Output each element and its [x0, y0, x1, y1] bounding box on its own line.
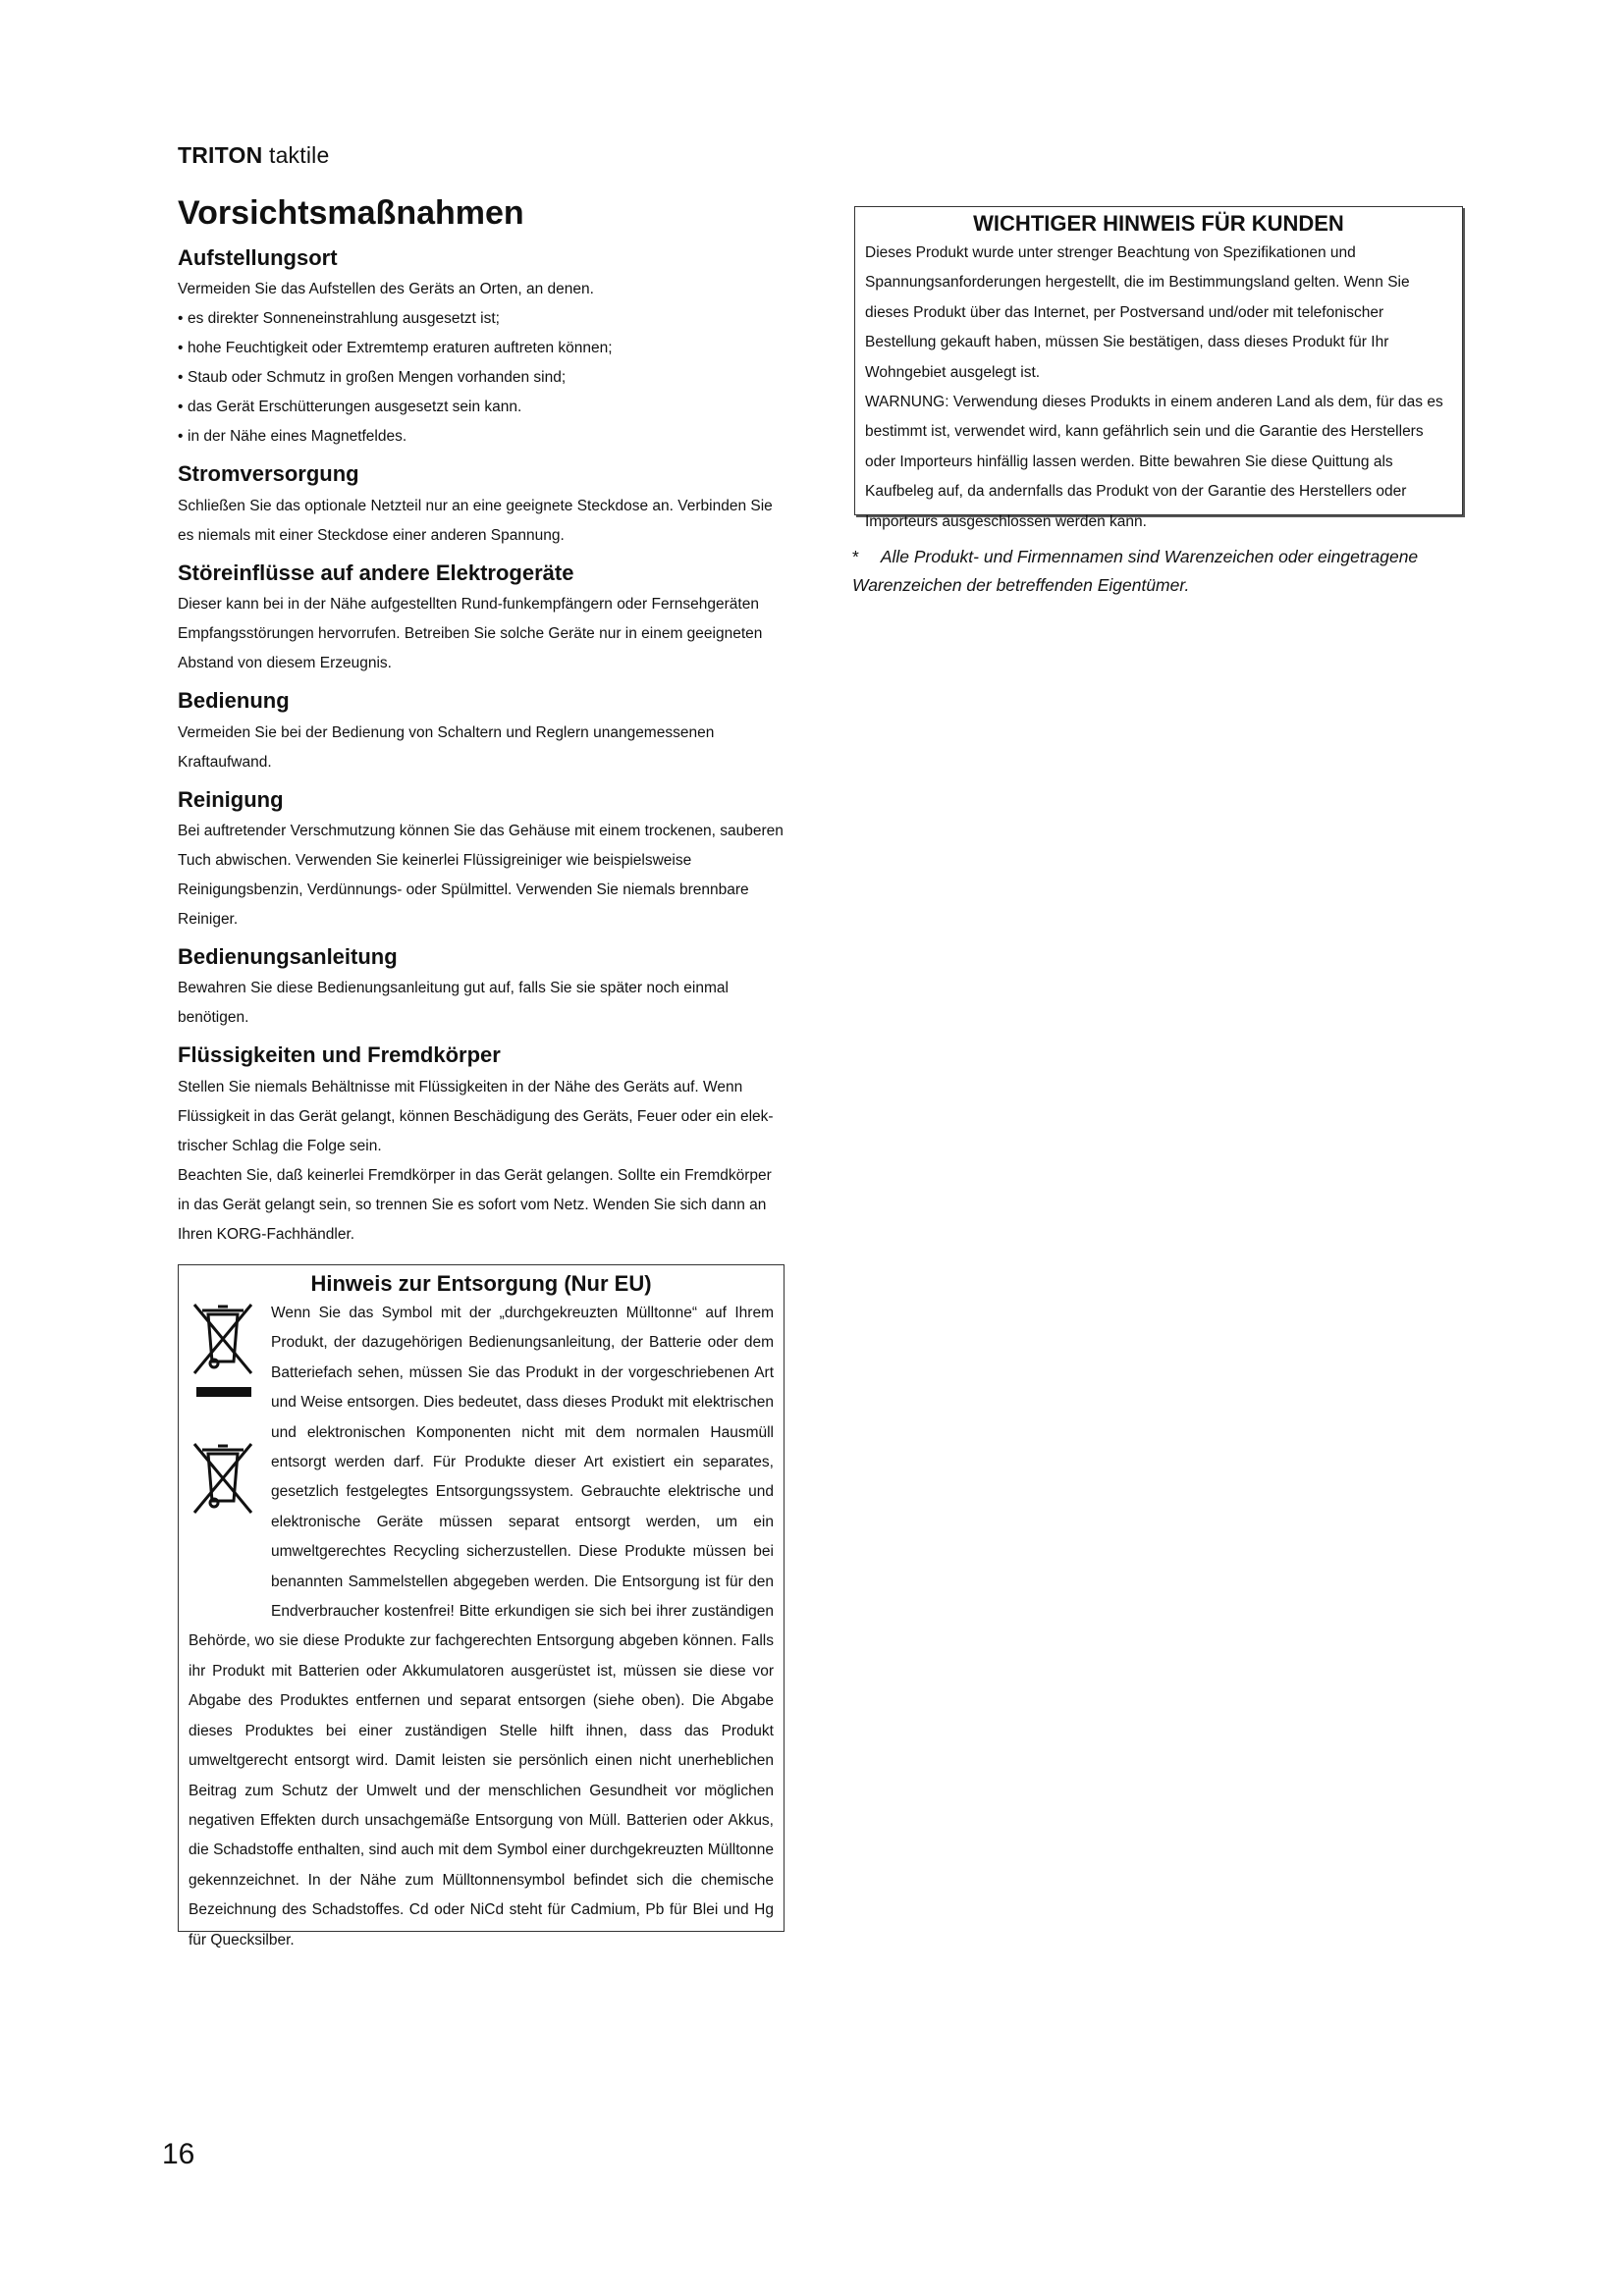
section-heading: Bedienungsanleitung: [178, 943, 398, 969]
customer-notice-box: [854, 206, 1463, 530]
precautions-column: [178, 245, 786, 1259]
section-text: Dieser kann bei in der Nähe aufgestellten Rund-funkempfängern oder Fernsehgeräten Empfangsstörungen hervorrufen. Betreiben Sie solche Geräte nur in einem geeigneten Abstand von diesem Erzeugnis.: [178, 596, 763, 672]
section-heading: Bedienung: [178, 688, 290, 714]
disposal-text: Wenn Sie das Symbol mit der „durchgekreuzten Mülltonne“ auf Ihrem Produkt, der dazugehörigen Bedienungsanleitung, der Batterie oder dem Batteriefach sehen, müssen Sie das Produkt in der vorgeschriebenen Art und Weise entsorgen. Dies bedeutet, dass dieses Produkt mit elektrischen und elektronischen Komponenten nicht mit dem normalen Hausmüll entsorgt werden darf. Für Produkte dieser Art existiert ein separates, gesetzlich festgelegtes Entsorgungssystem. Gebrauchte elektrische und elektronische Geräte müssen separat entsorgt werden, um ein umweltgerechtes Recycling sicherzustellen. Diese Produkte müssen bei benannten Sammelstellen abgegeben werden. Die Entsorgung ist für den Endverbraucher kostenfrei! Bitte erkundigen sie sich bei ihrer zuständigen Behörde, wo sie diese Produkte zur fachgerechten Entsorgung abgeben können. Falls ihr Produkt mit Batterien oder Akkumulatoren ausgerüstet ist, müssen sie diese vor Abgabe des Produktes entfernen und separat entsorgen (siehe oben). Die Abgabe dieses Produktes bei einer zuständigen Stelle hilft ihnen, dass das Produkt umweltgerecht entsorgt wird. Damit leisten sie persönlich einen nicht unerheblichen Beitrag zum Schutz der Umwelt und der menschlichen Gesundheit vor möglichen negativen Effekten durch unsachgemäße Entsorgung von Müll. Batterien oder Akkus, die Schadstoffe enthalten, sind auch mit dem Symbol einer durchgekreuzten Mülltonne gekennzeichnet. In der Nähe zum Mülltonnensymbol befindet sich die chemische Bezeichnung des Schadstoffes. Cd oder NiCd steht für Cadmium, Pb für Blei und Hg für Quecksilber.: [189, 1305, 774, 1949]
page-title: Vorsichtsmaßnahmen: [178, 194, 524, 232]
crossed-out-bin-with-bar-icon: [189, 1303, 257, 1401]
section-reinigung: [178, 787, 786, 934]
section-text: Bei auftretender Verschmutzung können Sie das Gehäuse mit einem trockenen, sauberen Tuch abwischen. Verwenden Sie keinerlei Flüssigreiniger wie beispielsweise Reinigungsbenzin, Verdünnungs- oder Spülmittel. Verwenden Sie niemals brennbare Reiniger.: [178, 822, 784, 928]
section-heading: Stromversorgung: [178, 461, 359, 487]
bullet-item: • das Gerät Erschütterungen ausgesetzt sein kann.: [178, 393, 786, 422]
section-text: Vermeiden Sie bei der Bedienung von Schaltern und Reglern unangemessenen Kraftaufwand.: [178, 723, 715, 771]
section-heading: Aufstellungsort: [178, 245, 338, 270]
section-text: Bewahren Sie diese Bedienungsanleitung gut auf, falls Sie sie später noch einmal benötigen.: [178, 980, 729, 1027]
section-heading: Reinigung: [178, 786, 284, 812]
bullet-list: [178, 304, 786, 452]
bullet-item: • Staub oder Schmutz in großen Mengen vorhanden sind;: [178, 363, 786, 393]
product-name-rest: taktile: [262, 142, 330, 168]
crossed-bin-icons: [189, 1303, 261, 1612]
section-fluessigkeiten: [178, 1042, 786, 1249]
section-intro: Vermeiden Sie das Aufstellen des Geräts an Orten, an denen.: [178, 281, 594, 298]
trademark-footnote: [852, 543, 1481, 600]
bullet-item: • in der Nähe eines Magnetfeldes.: [178, 422, 786, 452]
disposal-title: Hinweis zur Entsorgung (Nur EU): [310, 1271, 652, 1296]
section-stromversorgung: [178, 461, 786, 550]
section-bedienungsanleitung: [178, 944, 786, 1033]
section-stoereinfluesse: [178, 561, 786, 678]
section-heading: Flüssigkeiten und Fremdkörper: [178, 1042, 501, 1068]
notice-title: WICHTIGER HINWEIS FÜR KUNDEN: [973, 211, 1344, 236]
page-number: 16: [162, 2138, 195, 2170]
disposal-notice-box: [178, 1264, 785, 1949]
crossed-out-bin-icon: [189, 1440, 257, 1519]
section-aufstellungsort: [178, 245, 786, 452]
section-text: Stellen Sie niemals Behältnisse mit Flüssigkeiten in der Nähe des Geräts auf. Wenn Flüssigkeit in das Gerät gelangt, können Beschädigung des Geräts, Feuer oder ein elek-trischer Schlag die Folge sein.: [178, 1078, 774, 1154]
section-text: Schließen Sie das optionale Netzteil nur an eine geeignete Steckdose an. Verbinden Sie es niemals mit einer Steckdose einer anderen Spannung.: [178, 497, 773, 544]
section-bedienung: [178, 688, 786, 776]
footnote-marker: *: [852, 547, 859, 566]
product-name: [178, 142, 329, 169]
bullet-item: • es direkter Sonneneinstrahlung ausgesetzt ist;: [178, 304, 786, 334]
section-text-2: Beachten Sie, daß keinerlei Fremdkörper in das Gerät gelangen. Sollte ein Fremdkörper in das Gerät gelangt sein, so trennen Sie es sofort vom Netz. Wenden Sie sich dann an Ihren KORG-Fachhändler.: [178, 1166, 772, 1243]
notice-text: Dieses Produkt wurde unter strenger Beachtung von Spezifikationen und Spannungsanforderungen hergestellt, die im Bestimmungsland gelten. Wenn Sie dieses Produkt über das Internet, per Postversand und/oder mit telefonischer Bestellung gekauft haben, müssen Sie bestätigen, dass dieses Produkt für Ihr Wohngebiet ausgelegt ist.: [865, 244, 1410, 381]
section-heading: Störeinflüsse auf andere Elektrogeräte: [178, 560, 574, 585]
bullet-item: • hohe Feuchtigkeit oder Extremtemp eraturen auftreten können;: [178, 334, 786, 363]
footnote-text: Alle Produkt- und Firmennamen sind Warenzeichen oder eingetragene Warenzeichen der betreffenden Eigentümer.: [852, 547, 1419, 595]
notice-warning: WARNUNG: Verwendung dieses Produkts in einem anderen Land als dem, für das es bestimmt ist, verwendet wird, kann gefährlich sein und die Garantie des Herstellers oder Importeurs hinfällig lassen werden. Bitte bewahren Sie diese Quittung als Kaufbeleg auf, da andernfalls das Produkt von der Garantie des Herstellers oder Importeurs ausgeschlossen werden kann.: [865, 394, 1443, 530]
product-name-bold: TRITON: [178, 142, 263, 168]
